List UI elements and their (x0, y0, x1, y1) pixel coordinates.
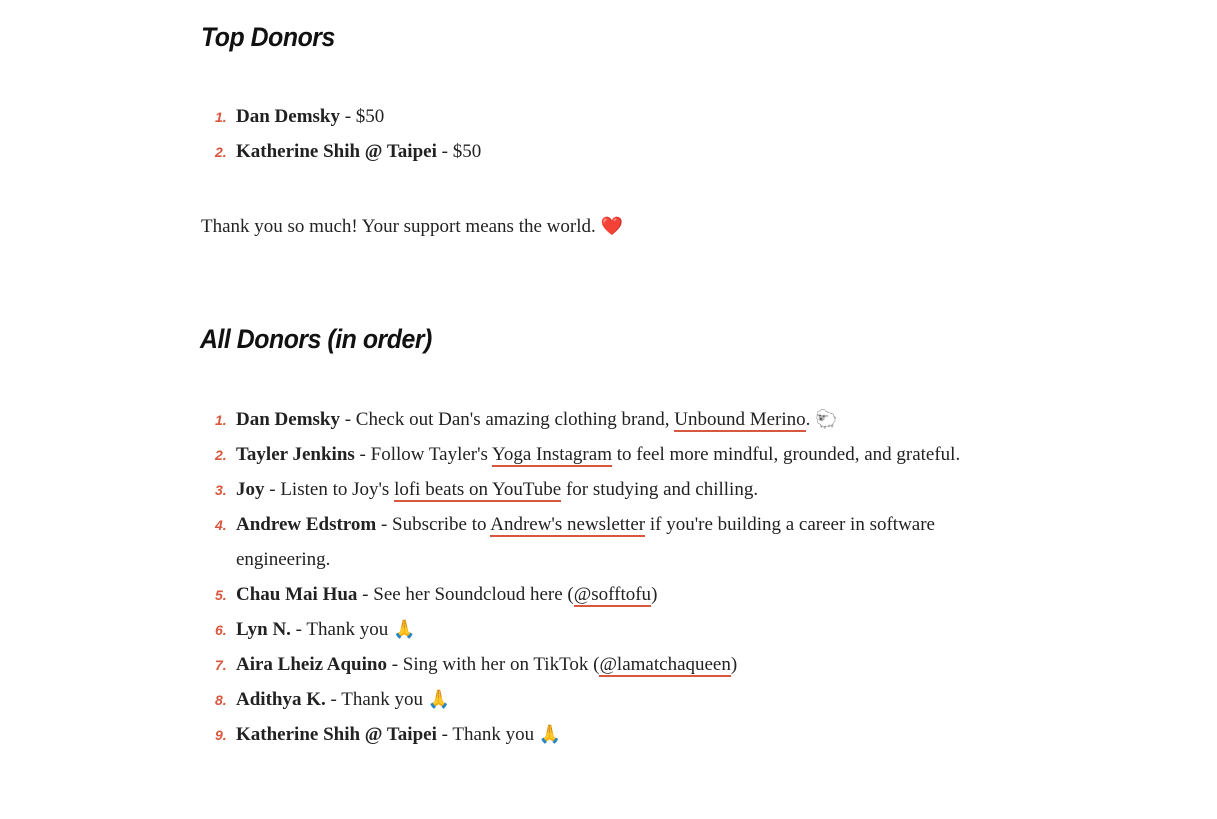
donor-note-end: for studying and chilling. (561, 479, 759, 500)
all-donors-list (201, 402, 981, 752)
donor-name: Adithya K. (236, 689, 326, 710)
list-item (201, 507, 981, 577)
donor-name: Katherine Shih @ Taipei (236, 141, 437, 162)
donor-note-end: to feel more mindful, grounded, and grateful. (611, 444, 961, 465)
list-number: 7. (215, 657, 227, 673)
list-item (201, 682, 981, 717)
praying-hands-icon: 🙏 (538, 724, 562, 745)
yoga-instagram-link[interactable]: Yoga Instagram (492, 444, 612, 465)
list-number: 6. (215, 622, 227, 638)
praying-hands-icon: 🙏 (392, 619, 416, 640)
soundcloud-link[interactable]: @sofftofu (573, 584, 652, 605)
donor-name: Chau Mai Hua (236, 584, 358, 605)
donor-name: Lyn N. (236, 619, 291, 640)
donation-amount: - $50 (339, 106, 385, 127)
heart-icon: ❤️ (600, 216, 623, 237)
list-item (201, 437, 981, 472)
donor-name: Aira Lheiz Aquino (236, 654, 387, 675)
donor-note: - Thank you (290, 619, 393, 640)
donor-name: Tayler Jenkins (236, 444, 355, 465)
thank-you-message (201, 209, 623, 244)
donor-name: Joy (236, 479, 265, 500)
andrew-newsletter-link[interactable]: Andrew's newsletter (490, 514, 646, 535)
list-item (201, 577, 981, 612)
donor-note-end: if you're building a career in software engineering. (236, 514, 935, 570)
donor-note: - Sing with her on TikTok ( (386, 654, 600, 675)
donor-name: Katherine Shih @ Taipei (236, 724, 437, 745)
list-item (201, 472, 981, 507)
lofi-youtube-link[interactable]: lofi beats on YouTube (394, 479, 562, 500)
list-number: 4. (215, 517, 227, 533)
donor-name: Dan Demsky (236, 409, 340, 430)
donor-note: - Listen to Joy's (264, 479, 395, 500)
praying-hands-icon: 🙏 (427, 689, 451, 710)
top-donors-list (201, 99, 981, 169)
unbound-merino-link[interactable]: Unbound Merino (674, 409, 806, 430)
list-number: 2. (215, 144, 227, 160)
list-item (201, 717, 981, 752)
all-donors-heading: All Donors (in order) (200, 324, 432, 354)
list-number: 9. (215, 727, 227, 743)
donor-note-end: . (805, 409, 816, 430)
list-item (201, 99, 981, 134)
list-number: 3. (215, 482, 227, 498)
top-donors-heading: Top Donors (201, 22, 335, 52)
donation-amount: - $50 (436, 141, 482, 162)
donor-note: - Follow Tayler's (354, 444, 492, 465)
donor-name: Andrew Edstrom (236, 514, 377, 535)
donor-note: - Check out Dan's amazing clothing brand, (339, 409, 675, 430)
list-item (201, 402, 981, 437)
donor-note-end: ) (730, 654, 738, 675)
donor-note: - Subscribe to (376, 514, 491, 535)
list-number: 1. (215, 412, 227, 428)
list-number: 1. (215, 109, 227, 125)
sheep-icon: 🐑 (815, 409, 838, 430)
tiktok-link[interactable]: @lamatchaqueen (599, 654, 731, 675)
donor-note: - Thank you (436, 724, 539, 745)
donor-note-end: ) (651, 584, 658, 605)
donor-note: - Thank you (325, 689, 428, 710)
list-number: 8. (215, 692, 227, 708)
list-item (201, 647, 981, 682)
list-item (201, 612, 981, 647)
list-item (201, 134, 981, 169)
donor-note: - See her Soundcloud here ( (357, 584, 574, 605)
list-number: 2. (215, 447, 227, 463)
list-number: 5. (215, 587, 227, 603)
thank-you-text: Thank you so much! Your support means the world. (201, 216, 596, 237)
donor-name: Dan Demsky (236, 106, 340, 127)
